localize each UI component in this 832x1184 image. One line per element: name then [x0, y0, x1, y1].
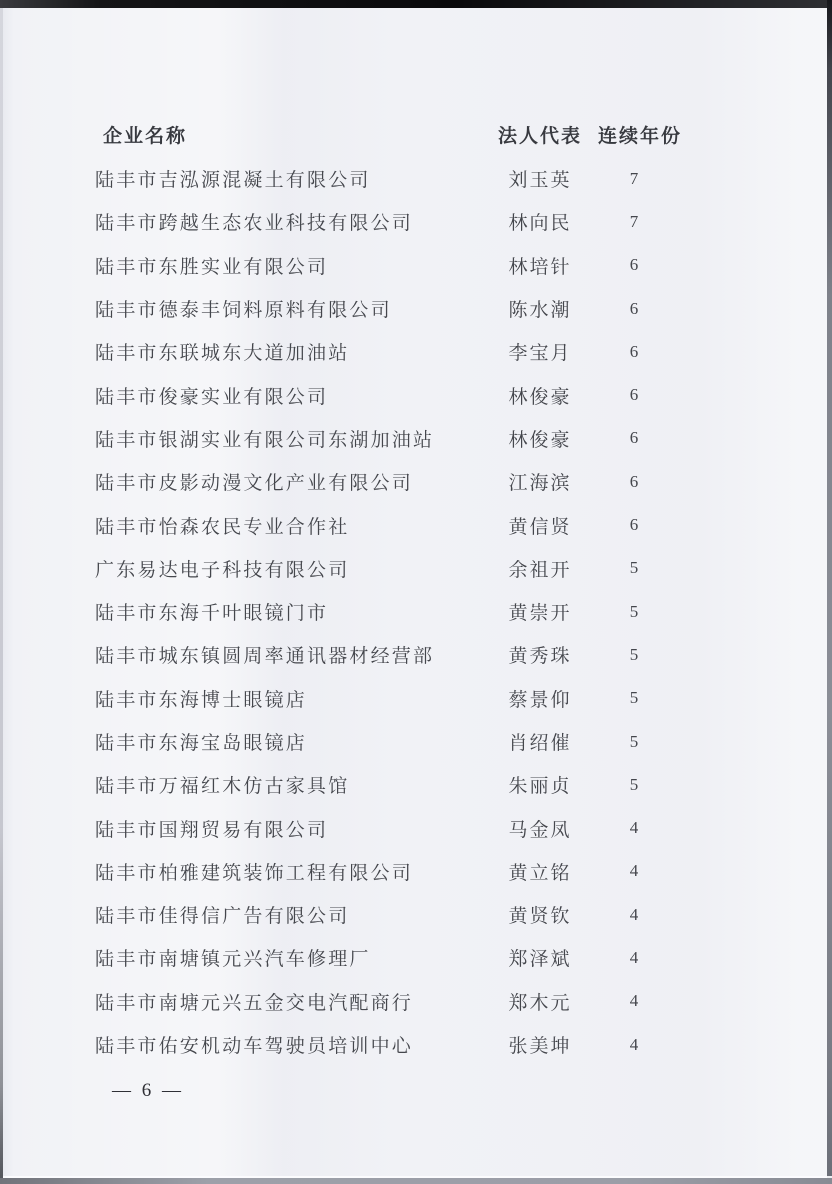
representative-name: 陈水潮 [508, 300, 572, 322]
representative-name: 余祖开 [508, 559, 572, 581]
company-name: 陆丰市东海博士眼镜店 [95, 689, 308, 711]
representative-name: 林培针 [508, 256, 572, 278]
representative-name: 黄秀珠 [508, 646, 572, 668]
representative-name: 郑泽斌 [508, 949, 572, 971]
years-value: 5 [629, 688, 639, 708]
representative-name: 张美坤 [508, 1036, 572, 1058]
representative-name: 黄贤钦 [508, 906, 572, 928]
years-value: 7 [629, 211, 639, 231]
company-name: 陆丰市俊豪实业有限公司 [95, 386, 329, 408]
column-header-representative: 法人代表 [497, 126, 582, 147]
years-value: 4 [629, 1034, 639, 1054]
representative-name: 林俊豪 [508, 386, 572, 408]
company-name: 陆丰市南塘镇元兴汽车修理厂 [95, 949, 371, 971]
years-value: 6 [629, 385, 639, 405]
table-rows [0, 157, 832, 1066]
years-value: 6 [629, 298, 639, 318]
years-value: 5 [629, 731, 639, 751]
table-row [0, 677, 832, 720]
table-row [0, 980, 832, 1023]
representative-name: 江海滨 [508, 473, 572, 495]
company-name: 广东易达电子科技有限公司 [95, 559, 350, 581]
company-name: 陆丰市皮影动漫文化产业有限公司 [95, 473, 414, 495]
column-header-company: 企业名称 [103, 126, 188, 147]
company-name: 陆丰市东联城东大道加油站 [95, 343, 350, 365]
representative-name: 蔡景仰 [508, 689, 572, 711]
representative-name: 马金凤 [508, 819, 572, 841]
representative-name: 李宝月 [508, 343, 572, 365]
years-value: 6 [629, 428, 639, 448]
representative-name: 林俊豪 [508, 429, 572, 451]
table-header-row [0, 121, 832, 148]
company-name: 陆丰市银湖实业有限公司东湖加油站 [95, 429, 435, 451]
table-row [0, 763, 832, 806]
company-name: 陆丰市佳得信广告有限公司 [95, 906, 350, 928]
representative-name: 黄信贤 [508, 516, 572, 538]
years-value: 4 [629, 904, 639, 924]
representative-name: 肖绍催 [508, 733, 572, 754]
scan-edge-bottom [0, 1178, 832, 1184]
years-value: 4 [629, 818, 639, 838]
years-value: 4 [629, 947, 639, 967]
table-row [0, 200, 832, 243]
company-name: 陆丰市德泰丰饲料原料有限公司 [95, 300, 392, 322]
company-name: 陆丰市东胜实业有限公司 [95, 256, 329, 278]
representative-name: 黄立铭 [508, 862, 572, 884]
representative-name: 郑木元 [508, 992, 572, 1014]
table-row [0, 503, 832, 546]
table-row [0, 330, 832, 373]
table-row [0, 460, 832, 503]
company-name: 陆丰市东海千叶眼镜门市 [95, 603, 329, 625]
years-value: 5 [629, 558, 639, 578]
years-value: 5 [629, 644, 639, 664]
scan-edge-top [0, 0, 832, 8]
company-name: 陆丰市跨越生态农业科技有限公司 [95, 213, 414, 235]
table-row [0, 157, 832, 200]
company-name: 陆丰市东海宝岛眼镜店 [95, 733, 308, 754]
years-value: 5 [629, 601, 639, 621]
company-name: 陆丰市国翔贸易有限公司 [95, 819, 329, 841]
company-name: 陆丰市万福红木仿古家具馆 [95, 776, 350, 798]
table-row [0, 806, 832, 849]
years-value: 6 [629, 471, 639, 491]
representative-name: 黄崇开 [508, 603, 572, 625]
company-name: 陆丰市佑安机动车驾驶员培训中心 [95, 1036, 414, 1058]
representative-name: 刘玉英 [508, 170, 572, 192]
table-row [0, 287, 832, 330]
company-name: 陆丰市南塘元兴五金交电汽配商行 [95, 992, 414, 1014]
company-name: 陆丰市吉泓源混凝土有限公司 [95, 170, 371, 192]
table-row [0, 590, 832, 633]
representative-name: 林向民 [508, 213, 572, 235]
page-number: — 6 — [112, 1080, 184, 1101]
table-row [0, 244, 832, 287]
years-value: 6 [629, 255, 639, 275]
years-value: 6 [629, 341, 639, 361]
table-row [0, 633, 832, 676]
years-value: 4 [629, 861, 639, 881]
table-row [0, 547, 832, 590]
company-name: 陆丰市怡森农民专业合作社 [95, 516, 350, 538]
years-value: 4 [629, 991, 639, 1011]
table-row [0, 850, 832, 893]
years-value: 5 [629, 774, 639, 794]
representative-name: 朱丽贞 [508, 776, 572, 798]
table-row [0, 720, 832, 763]
company-name: 陆丰市柏雅建筑装饰工程有限公司 [95, 862, 414, 884]
company-name: 陆丰市城东镇圆周率通讯器材经营部 [95, 646, 435, 668]
table-row [0, 936, 832, 979]
table-row [0, 893, 832, 936]
years-value: 6 [629, 515, 639, 535]
table-row [0, 373, 832, 416]
table-row [0, 1023, 832, 1066]
years-value: 7 [629, 168, 639, 188]
table-row [0, 417, 832, 460]
column-header-years: 连续年份 [597, 126, 682, 147]
